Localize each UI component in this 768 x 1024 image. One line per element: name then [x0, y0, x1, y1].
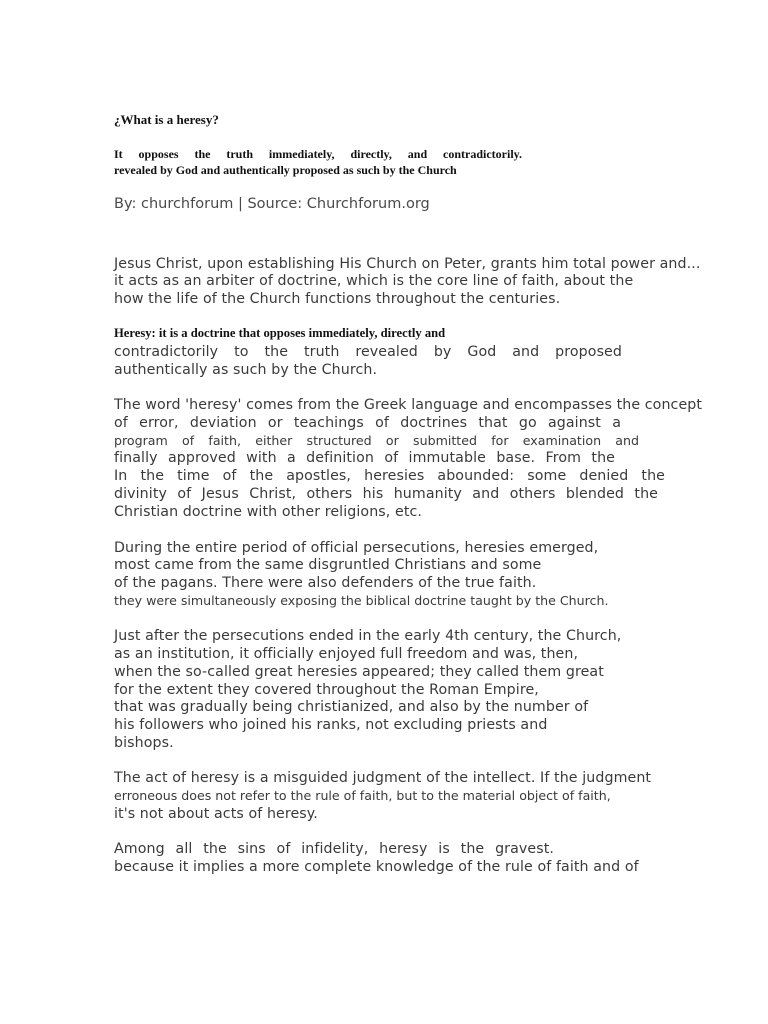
byline: By: churchforum | Source: Churchforum.org [114, 196, 430, 212]
definition-heading: Heresy: it is a doctrine that opposes immediately, directly and [114, 326, 446, 340]
body-line: In the time of the apostles, heresies abounded: some denied the [114, 468, 665, 484]
body-line: his followers who joined his ranks, not excluding priests and [114, 717, 548, 733]
body-line: program of faith, either structured or submitted for examination and [114, 433, 639, 448]
body-line: authentically as such by the Church. [114, 362, 378, 378]
body-line: bishops. [114, 735, 174, 751]
body-line: most came from the same disgruntled Christians and some [114, 557, 542, 573]
body-line: finally approved with a definition of immutable base. From the [114, 450, 615, 466]
body-line: of error, deviation or teachings of doctrines that go against a [114, 415, 621, 431]
body-line: Among all the sins of infidelity, heresy is the gravest. [114, 841, 554, 857]
body-line: erroneous does not refer to the rule of faith, but to the material object of faith, [114, 788, 611, 803]
body-line: it's not about acts of heresy. [114, 806, 318, 822]
body-line: when the so-called great heresies appeared; they called them great [114, 664, 604, 680]
body-line: how the life of the Church functions throughout the centuries. [114, 291, 561, 307]
subtitle-line-2: revealed by God and authentically proposed as such by the Church [114, 163, 457, 177]
body-line: as an institution, it officially enjoyed full freedom and was, then, [114, 646, 579, 662]
document-title: ¿What is a heresy? [114, 112, 219, 127]
body-line: Just after the persecutions ended in the early 4th century, the Church, [114, 628, 622, 644]
body-line: The act of heresy is a misguided judgment of the intellect. If the judgment [114, 770, 652, 786]
body-line: of the pagans. There were also defenders of the true faith. [114, 575, 537, 591]
body-line: contradictorily to the truth revealed by God and proposed [114, 344, 622, 360]
body-line: because it implies a more complete knowledge of the rule of faith and of [114, 859, 639, 875]
subtitle-line-1: It opposes the truth immediately, directly, and contradictorily. [114, 147, 522, 161]
body-line: The word 'heresy' comes from the Greek language and encompasses the concept [114, 397, 703, 413]
body-line: they were simultaneously exposing the biblical doctrine taught by the Church. [114, 593, 609, 608]
body-line: that was gradually being christianized, and also by the number of [114, 699, 589, 715]
body-line: divinity of Jesus Christ, others his humanity and others blended the [114, 486, 658, 502]
body-line: During the entire period of official persecutions, heresies emerged, [114, 540, 599, 556]
body-line: Christian doctrine with other religions, etc. [114, 504, 422, 520]
body-line: Jesus Christ, upon establishing His Church on Peter, grants him total power and... [114, 256, 701, 272]
body-line: for the extent they covered throughout the Roman Empire, [114, 682, 539, 698]
body-line: it acts as an arbiter of doctrine, which is the core line of faith, about the [114, 273, 634, 289]
